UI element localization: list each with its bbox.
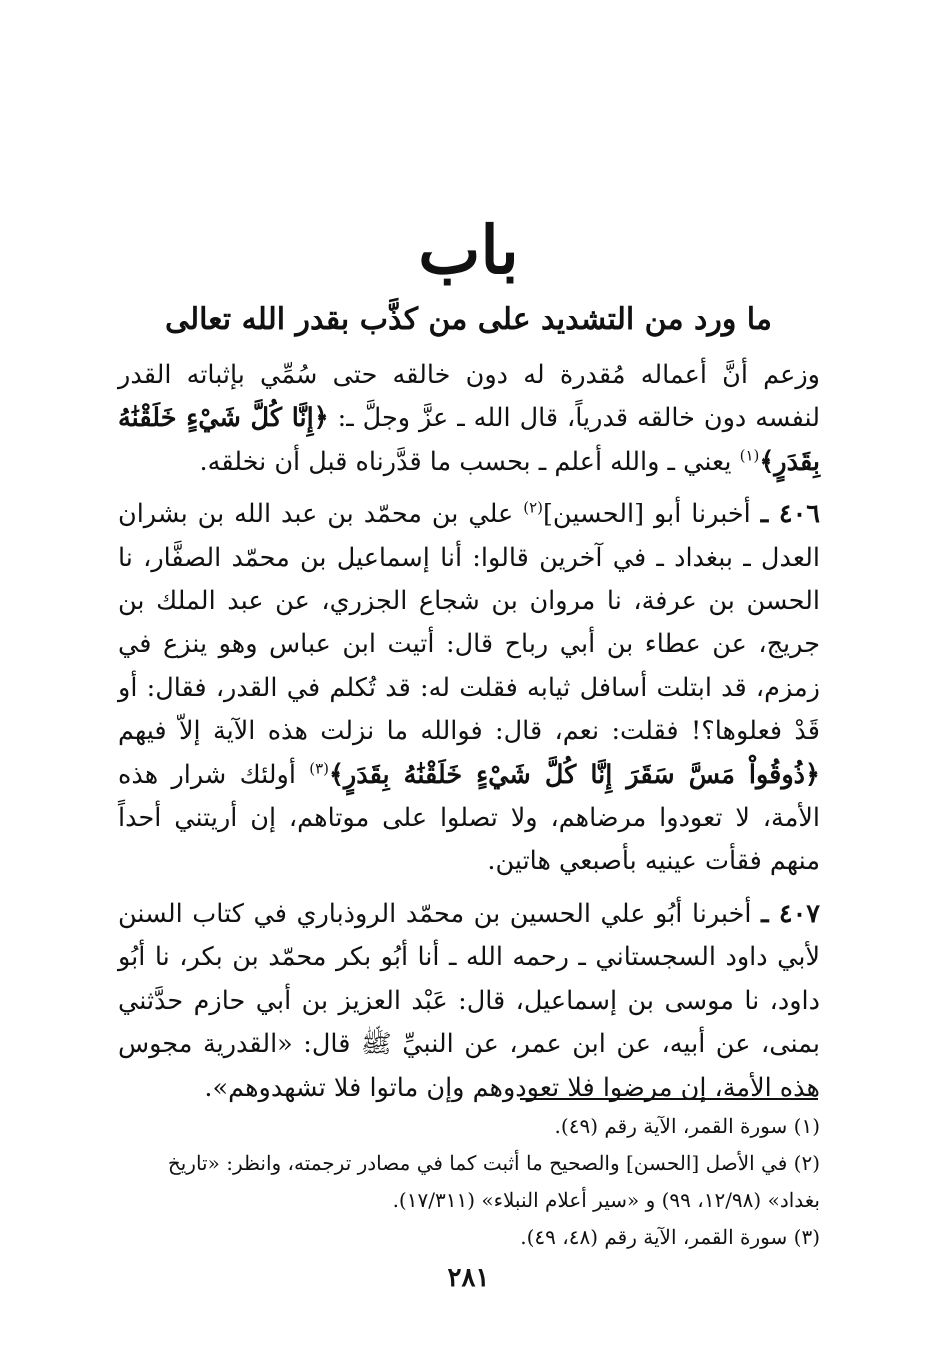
- intro-text: وزعم أنَّ أعماله مُقدرة له دون خالقه حتى سُمِّي بإثباته القدر لنفسه دون خالقه قدرياً، قال الله ـ عزَّ وجلَّ ـ:: [118, 360, 820, 434]
- hadith-paragraph-406: [118, 493, 820, 884]
- footnote-ref: (١): [739, 446, 760, 465]
- footnote: (٣) سورة القمر، الآية رقم (٤٨، ٤٩).: [520, 1225, 820, 1249]
- hadith-paragraph-407: [118, 893, 820, 1110]
- hadith-text: أخبرنا أبُو علي الحسين بن محمّد الروذباري في كتاب السنن لأبي داود السجستاني ـ رحمه الله ـ أنا أبُو بكر محمّد بن بكر، نا أبُو داود، نا موسى بن إسماعيل، قال: عَبْد العزيز بن أبي حازم حدَّثني بمنى، عن أبيه، عن ابن عمر، عن النبيِّ ﷺ قال: «القدرية مجوس هذه الأمة، إن مرضوا فلا تعودوهم وإن ماتوا فلا تشهدوهم».: [118, 898, 820, 1103]
- hadith-text: أولئك شرار هذه الأمة، لا تعودوا مرضاهم، ولا تصلوا على موتاهم، إن أريتني أحداً منهم فقأت عينيه بأصبعي هاتين.: [118, 759, 820, 877]
- hadith-number: ٤٠٧ ـ: [761, 898, 820, 929]
- footnote: (١) سورة القمر، الآية رقم (٤٩).: [554, 1114, 820, 1138]
- quran-verse: ﴿إِنَّا كُلَّ شَيْءٍ خَلَقْنَٰهُ بِقَدَرٍ﴾: [118, 403, 820, 477]
- footnote-divider: [520, 1098, 818, 1100]
- main-text: [118, 354, 820, 1110]
- intro-text: يعني ـ والله أعلم ـ بحسب ما قدَّرناه قبل أن نخلقه.: [199, 446, 740, 477]
- chapter-title: باب: [418, 211, 519, 289]
- hadith-text: علي بن محمّد بن عبد الله بن بشران العدل ـ ببغداد ـ في آخرين قالوا: أنا إسماعيل بن محمّد الصفَّار، نا الحسن بن عرفة، نا مروان بن شجاع الجزري، عن عبد الملك بن جريج، عن عطاء بن أبي رباح قال: أتيت ابن عباس وهو ينزع في زمزم، قد ابتلت أسافل ثيابه فقلت له: قد تُكلم في القدر، فقال: أو قَدْ فعلوها؟! فقلت: نعم، قال: فوالله ما نزلت هذه الآية إلاّ فيهم: [118, 499, 820, 747]
- hadith-text: أخبرنا أبو [الحسين]: [542, 499, 761, 530]
- footnote-ref: (٢): [523, 498, 543, 517]
- footnotes: [130, 1108, 820, 1256]
- intro-paragraph: [118, 354, 820, 484]
- chapter-subtitle: ما ورد من التشديد على من كذَّب بقدر الله تعالى: [165, 302, 772, 337]
- hadith-number: ٤٠٦ ـ: [760, 499, 820, 530]
- footnote: (٢) في الأصل [الحسن] والصحيح ما أثبت كما في مصادر ترجمته، وانظر: «تاريخ بغداد» (١٢/٩٨، ٩٩) و «سير أعلام النبلاء» (١٧/٣١١).: [167, 1151, 820, 1212]
- quran-verse: ﴿ذُوقُواْ مَسَّ سَقَرَ إِنَّا كُلَّ شَيْءٍ خَلَقْنَٰهُ بِقَدَرٍ﴾: [328, 759, 820, 790]
- footnote-ref: (٣): [309, 759, 329, 778]
- page-number: ٢٨١: [447, 1263, 490, 1293]
